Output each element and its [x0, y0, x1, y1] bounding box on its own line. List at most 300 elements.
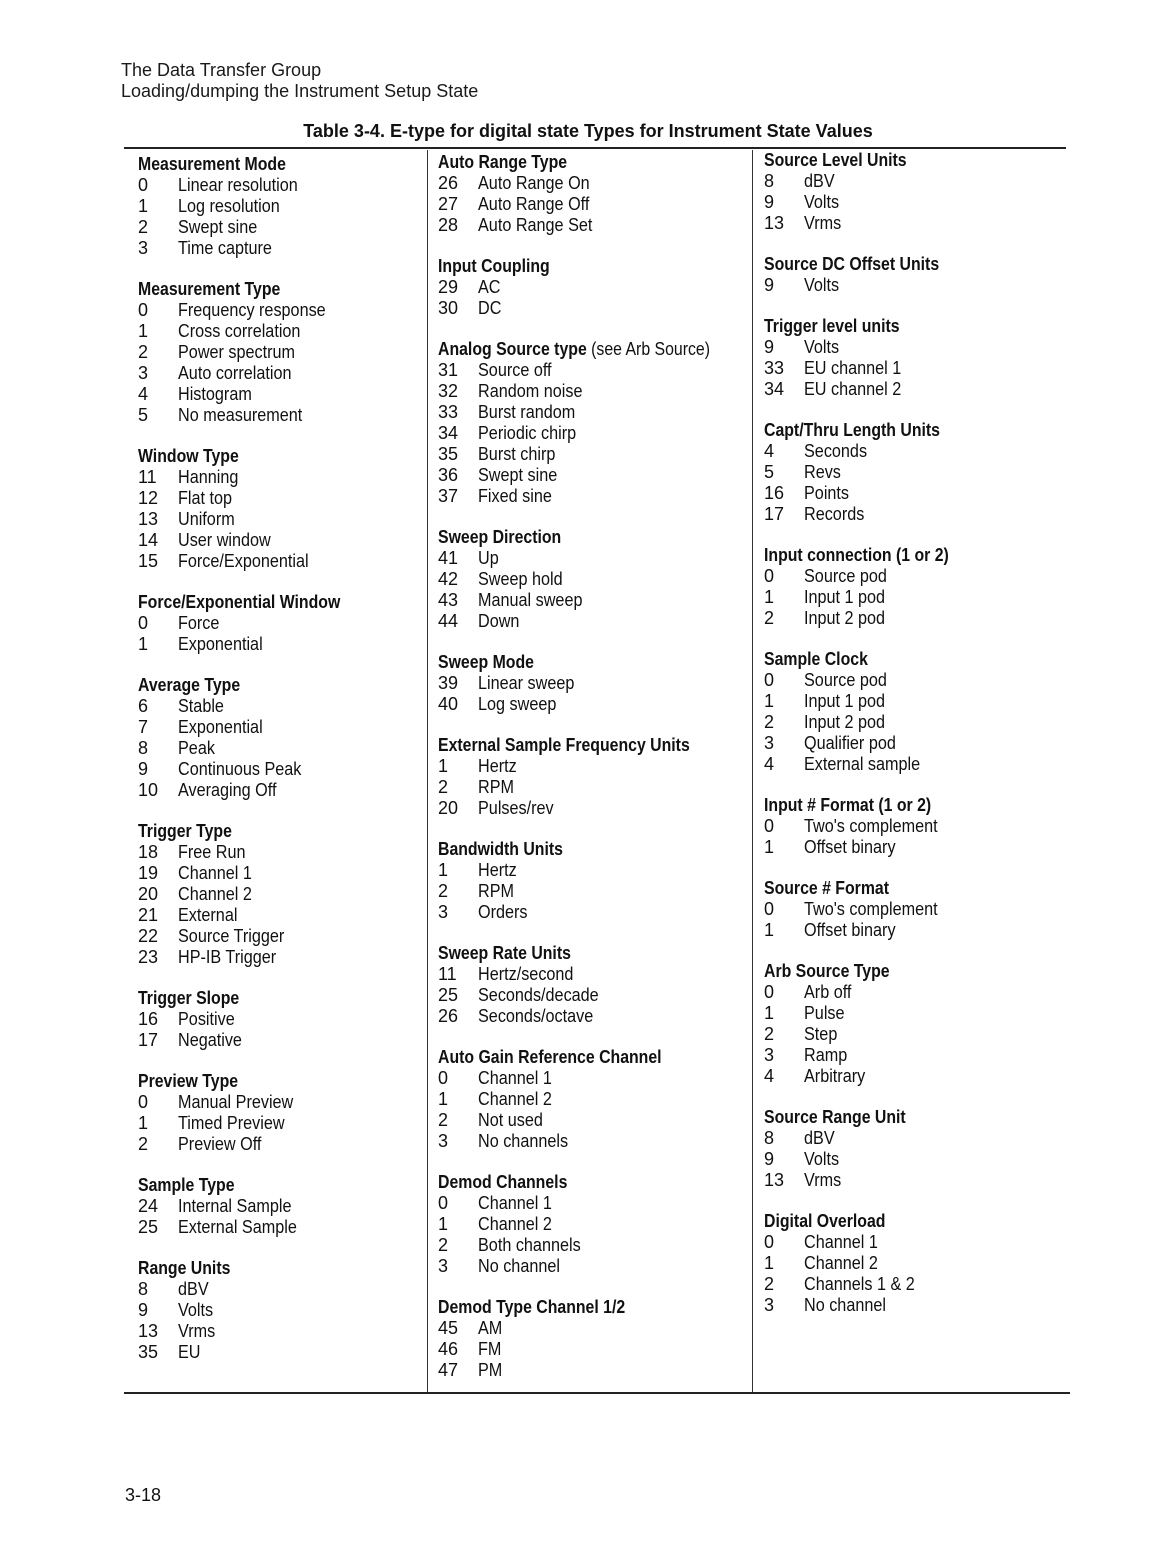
value-label: Source Trigger	[178, 926, 285, 946]
value-label: Power spectrum	[178, 342, 296, 362]
value-code: 9	[138, 1300, 149, 1320]
value-label: External sample	[804, 754, 921, 774]
value-row	[438, 611, 748, 632]
table-column-2	[438, 152, 748, 1401]
value-code: 33	[764, 358, 785, 378]
value-row	[438, 1256, 748, 1277]
value-code: 1	[138, 634, 149, 654]
value-label: Auto Range Off	[478, 194, 590, 214]
value-row	[138, 238, 423, 259]
section-heading: Bandwidth Units	[438, 839, 563, 859]
value-row	[764, 441, 1064, 462]
value-row	[438, 1318, 748, 1339]
value-label: Vrms	[804, 1170, 842, 1190]
value-code: 13	[764, 213, 785, 233]
value-code: 9	[138, 759, 149, 779]
value-row	[438, 777, 748, 798]
value-row	[438, 1006, 748, 1027]
value-code: 2	[764, 608, 775, 628]
table-bottom-rule	[124, 1392, 1070, 1394]
value-label: Negative	[178, 1030, 242, 1050]
value-label: Positive	[178, 1009, 235, 1029]
section-heading: Arb Source Type	[764, 961, 890, 981]
value-code: 9	[764, 1149, 775, 1169]
section-heading: Demod Type Channel 1/2	[438, 1297, 626, 1317]
value-row	[764, 566, 1064, 587]
section-heading: Trigger Type	[138, 821, 232, 841]
value-code: 6	[138, 696, 149, 716]
value-row	[764, 754, 1064, 775]
value-label: AM	[478, 1318, 503, 1338]
value-label: dBV	[178, 1279, 209, 1299]
value-row	[764, 670, 1064, 691]
value-code: 1	[764, 1003, 775, 1023]
section-heading: Measurement Mode	[138, 154, 286, 174]
value-row	[138, 863, 423, 884]
value-label: Arb off	[804, 982, 852, 1002]
value-row	[764, 1003, 1064, 1024]
value-code: 2	[438, 1235, 449, 1255]
section-heading: Analog Source type (see Arb Source)	[438, 339, 711, 359]
value-label: Input 1 pod	[804, 587, 886, 607]
state-section	[438, 339, 748, 507]
value-label: Down	[478, 611, 520, 631]
state-section	[438, 943, 748, 1027]
section-heading: Input Coupling	[438, 256, 550, 276]
value-code: 4	[764, 1066, 775, 1086]
value-row	[764, 213, 1064, 234]
section-heading: Demod Channels	[438, 1172, 568, 1192]
value-label: Periodic chirp	[478, 423, 577, 443]
value-code: 0	[138, 613, 149, 633]
value-label: Random noise	[478, 381, 583, 401]
section-heading: Preview Type	[138, 1071, 239, 1091]
section-heading: Trigger Slope	[138, 988, 240, 1008]
value-row	[438, 881, 748, 902]
value-code: 2	[138, 1134, 149, 1154]
value-row	[764, 587, 1064, 608]
value-code: 34	[764, 379, 785, 399]
value-row	[438, 548, 748, 569]
value-code: 25	[138, 1217, 159, 1237]
value-code: 32	[438, 381, 459, 401]
value-label: Frequency response	[178, 300, 326, 320]
value-code: 0	[138, 175, 149, 195]
value-label: Burst chirp	[478, 444, 556, 464]
value-code: 36	[438, 465, 459, 485]
value-row	[138, 717, 423, 738]
value-row	[138, 321, 423, 342]
value-label: PM	[478, 1360, 503, 1380]
value-row	[138, 780, 423, 801]
value-code: 22	[138, 926, 159, 946]
value-label: FM	[478, 1339, 502, 1359]
value-row	[438, 423, 748, 444]
value-code: 2	[138, 342, 149, 362]
value-code: 2	[138, 217, 149, 237]
column-divider-2	[752, 150, 753, 1392]
value-row	[764, 275, 1064, 296]
value-label: EU channel 2	[804, 379, 902, 399]
section-heading: Trigger level units	[764, 316, 900, 336]
value-code: 18	[138, 842, 159, 862]
value-code: 3	[764, 733, 775, 753]
value-label: Log sweep	[478, 694, 557, 714]
value-label: AC	[478, 277, 501, 297]
value-row	[438, 860, 748, 881]
value-row	[438, 1360, 748, 1381]
value-label: dBV	[804, 1128, 835, 1148]
value-label: Hertz	[478, 860, 517, 880]
value-label: Channel 2	[804, 1253, 878, 1273]
header-group-name: The Data Transfer Group	[121, 60, 322, 80]
value-code: 8	[138, 738, 149, 758]
value-code: 1	[138, 196, 149, 216]
value-row	[138, 842, 423, 863]
value-row	[438, 1214, 748, 1235]
header-section-name: Loading/dumping the Instrument Setup State	[121, 81, 479, 101]
value-label: Offset binary	[804, 920, 896, 940]
value-row	[138, 613, 423, 634]
state-section	[438, 1172, 748, 1277]
value-row	[138, 1113, 423, 1134]
section-heading: Window Type	[138, 446, 239, 466]
value-code: 1	[138, 1113, 149, 1133]
section-heading: Source DC Offset Units	[764, 254, 940, 274]
value-label: Exponential	[178, 634, 263, 654]
value-row	[138, 300, 423, 321]
value-code: 43	[438, 590, 459, 610]
value-label: Sweep hold	[478, 569, 563, 589]
value-row	[764, 1170, 1064, 1191]
value-row	[764, 337, 1064, 358]
value-code: 3	[438, 1131, 449, 1151]
value-row	[764, 171, 1064, 192]
value-label: RPM	[478, 881, 514, 901]
value-code: 0	[438, 1193, 449, 1213]
value-label: Records	[804, 504, 865, 524]
value-label: External Sample	[178, 1217, 297, 1237]
value-label: No channel	[478, 1256, 560, 1276]
state-section	[764, 150, 1064, 234]
value-code: 24	[138, 1196, 159, 1216]
value-code: 1	[138, 321, 149, 341]
value-code: 3	[138, 238, 149, 258]
value-row	[438, 194, 748, 215]
state-section	[438, 152, 748, 236]
value-row	[438, 756, 748, 777]
value-row	[138, 1134, 423, 1155]
value-label: EU	[178, 1342, 201, 1362]
table-column-3	[764, 150, 1064, 1336]
value-label: Not used	[478, 1110, 543, 1130]
value-row	[764, 982, 1064, 1003]
value-code: 0	[138, 300, 149, 320]
value-label: Channel 1	[478, 1193, 552, 1213]
value-code: 29	[438, 277, 459, 297]
value-code: 2	[764, 1024, 775, 1044]
value-code: 16	[138, 1009, 159, 1029]
value-row	[438, 486, 748, 507]
value-code: 3	[438, 902, 449, 922]
value-row	[764, 192, 1064, 213]
value-row	[138, 488, 423, 509]
value-label: Two's complement	[804, 816, 938, 836]
value-label: Linear sweep	[478, 673, 575, 693]
running-header	[121, 60, 478, 102]
value-code: 3	[138, 363, 149, 383]
table-top-rule	[124, 147, 1066, 149]
value-label: RPM	[478, 777, 514, 797]
value-label: Seconds	[804, 441, 868, 461]
state-section	[764, 254, 1064, 296]
value-code: 2	[438, 881, 449, 901]
value-code: 13	[138, 1321, 159, 1341]
value-label: Arbitrary	[804, 1066, 866, 1086]
state-section	[138, 1258, 423, 1363]
value-row	[138, 196, 423, 217]
value-code: 42	[438, 569, 459, 589]
value-code: 14	[138, 530, 159, 550]
value-label: Histogram	[178, 384, 252, 404]
value-label: DC	[478, 298, 502, 318]
value-row	[764, 712, 1064, 733]
value-row	[764, 1045, 1064, 1066]
state-section	[764, 795, 1064, 858]
section-heading: Input # Format (1 or 2)	[764, 795, 932, 815]
value-row	[438, 694, 748, 715]
value-row	[138, 1092, 423, 1113]
value-label: Source off	[478, 360, 552, 380]
value-code: 8	[764, 1128, 775, 1148]
value-label: Swept sine	[478, 465, 558, 485]
value-code: 47	[438, 1360, 459, 1380]
value-row	[138, 1321, 423, 1342]
value-label: Volts	[804, 275, 840, 295]
value-row	[438, 1339, 748, 1360]
value-label: Input 2 pod	[804, 712, 886, 732]
value-row	[138, 905, 423, 926]
value-code: 3	[764, 1045, 775, 1065]
value-code: 0	[764, 816, 775, 836]
value-code: 15	[138, 551, 159, 571]
state-section	[438, 735, 748, 819]
value-label: Qualifier pod	[804, 733, 896, 753]
section-heading: Force/Exponential Window	[138, 592, 341, 612]
value-row	[438, 298, 748, 319]
value-row	[764, 379, 1064, 400]
value-code: 31	[438, 360, 459, 380]
value-code: 1	[764, 837, 775, 857]
value-label: Input 1 pod	[804, 691, 886, 711]
value-row	[764, 483, 1064, 504]
value-label: Fixed sine	[478, 486, 552, 506]
value-row	[438, 569, 748, 590]
value-label: Up	[478, 548, 499, 568]
value-code: 7	[138, 717, 149, 737]
value-code: 46	[438, 1339, 459, 1359]
value-code: 10	[138, 780, 159, 800]
value-label: Volts	[804, 337, 840, 357]
value-code: 34	[438, 423, 459, 443]
value-label: Continuous Peak	[178, 759, 302, 779]
value-row	[138, 738, 423, 759]
state-section	[438, 1047, 748, 1152]
value-row	[138, 217, 423, 238]
value-label: Force/Exponential	[178, 551, 309, 571]
state-section	[764, 316, 1064, 400]
value-label: Orders	[478, 902, 528, 922]
value-row	[138, 1030, 423, 1051]
value-label: HP-IB Trigger	[178, 947, 277, 967]
value-code: 30	[438, 298, 459, 318]
value-code: 3	[438, 1256, 449, 1276]
value-code: 16	[764, 483, 785, 503]
value-row	[764, 1066, 1064, 1087]
value-label: Vrms	[804, 213, 842, 233]
value-row	[438, 173, 748, 194]
value-label: Channel 1	[804, 1232, 878, 1252]
value-code: 9	[764, 275, 775, 295]
value-label: Burst random	[478, 402, 576, 422]
value-label: User window	[178, 530, 271, 550]
state-section	[438, 527, 748, 632]
value-label: Channel 1	[478, 1068, 552, 1088]
column-divider-1	[427, 150, 428, 1392]
value-code: 11	[438, 964, 457, 984]
state-section	[764, 1211, 1064, 1316]
value-code: 35	[438, 444, 459, 464]
value-row	[764, 1274, 1064, 1295]
value-code: 39	[438, 673, 459, 693]
section-heading: Digital Overload	[764, 1211, 886, 1231]
value-row	[764, 358, 1064, 379]
page-number: 3-18	[125, 1485, 162, 1505]
value-row	[438, 1131, 748, 1152]
section-heading: Input connection (1 or 2)	[764, 545, 949, 565]
value-row	[438, 964, 748, 985]
value-row	[138, 1300, 423, 1321]
value-code: 8	[764, 171, 775, 191]
value-row	[438, 985, 748, 1006]
value-row	[138, 175, 423, 196]
value-row	[438, 215, 748, 236]
value-label: Swept sine	[178, 217, 258, 237]
value-row	[438, 1235, 748, 1256]
value-label: External	[178, 905, 238, 925]
value-label: Source pod	[804, 670, 887, 690]
value-row	[138, 342, 423, 363]
value-code: 25	[438, 985, 459, 1005]
value-code: 2	[764, 712, 775, 732]
value-label: Channel 1	[178, 863, 252, 883]
value-label: Log resolution	[178, 196, 280, 216]
section-heading: Auto Gain Reference Channel	[438, 1047, 662, 1067]
section-heading: Auto Range Type	[438, 152, 568, 172]
value-row	[764, 462, 1064, 483]
value-row	[138, 947, 423, 968]
value-row	[438, 798, 748, 819]
section-heading: Source Level Units	[764, 150, 907, 170]
value-row	[438, 444, 748, 465]
value-code: 35	[138, 1342, 159, 1362]
value-row	[764, 920, 1064, 941]
table-title: Table 3-4. E-type for digital state Types for Instrument State Values	[303, 121, 873, 141]
section-heading: Average Type	[138, 675, 241, 695]
value-code: 33	[438, 402, 459, 422]
value-label: Peak	[178, 738, 215, 758]
value-label: Offset binary	[804, 837, 896, 857]
value-row	[138, 467, 423, 488]
value-code: 41	[438, 548, 459, 568]
value-row	[764, 1128, 1064, 1149]
value-code: 20	[438, 798, 459, 818]
section-heading: External Sample Frequency Units	[438, 735, 690, 755]
state-section	[764, 878, 1064, 941]
value-code: 28	[438, 215, 459, 235]
value-row	[438, 673, 748, 694]
value-label: Internal Sample	[178, 1196, 292, 1216]
value-code: 44	[438, 611, 459, 631]
value-row	[764, 816, 1064, 837]
state-section	[138, 592, 423, 655]
value-row	[138, 509, 423, 530]
value-label: Channels 1 & 2	[804, 1274, 915, 1294]
value-label: No measurement	[178, 405, 303, 425]
value-row	[138, 1009, 423, 1030]
state-section	[138, 821, 423, 968]
state-section	[764, 545, 1064, 629]
section-heading: Sweep Mode	[438, 652, 534, 672]
value-label: Vrms	[178, 1321, 216, 1341]
value-label: dBV	[804, 171, 835, 191]
state-section	[138, 1175, 423, 1238]
value-label: Two's complement	[804, 899, 938, 919]
value-code: 0	[764, 566, 775, 586]
value-row	[138, 759, 423, 780]
value-label: Volts	[804, 192, 840, 212]
value-label: Seconds/decade	[478, 985, 599, 1005]
section-heading: Range Units	[138, 1258, 231, 1278]
value-row	[438, 590, 748, 611]
state-section	[138, 446, 423, 572]
value-code: 12	[138, 488, 159, 508]
value-label: Source pod	[804, 566, 887, 586]
value-row	[764, 504, 1064, 525]
value-label: Averaging Off	[178, 780, 277, 800]
state-section	[764, 649, 1064, 775]
value-row	[138, 551, 423, 572]
value-row	[438, 1193, 748, 1214]
value-label: Uniform	[178, 509, 235, 529]
value-row	[438, 1089, 748, 1110]
value-label: Auto Range Set	[478, 215, 593, 235]
state-section	[138, 988, 423, 1051]
value-label: Volts	[804, 1149, 840, 1169]
state-section	[138, 279, 423, 426]
value-row	[138, 1279, 423, 1300]
value-label: Pulses/rev	[478, 798, 554, 818]
value-row	[438, 465, 748, 486]
value-label: Stable	[178, 696, 224, 716]
value-code: 0	[764, 982, 775, 1002]
value-code: 37	[438, 486, 459, 506]
value-label: Timed Preview	[178, 1113, 285, 1133]
value-row	[138, 1217, 423, 1238]
value-label: Channel 2	[178, 884, 252, 904]
value-row	[138, 696, 423, 717]
value-row	[764, 733, 1064, 754]
